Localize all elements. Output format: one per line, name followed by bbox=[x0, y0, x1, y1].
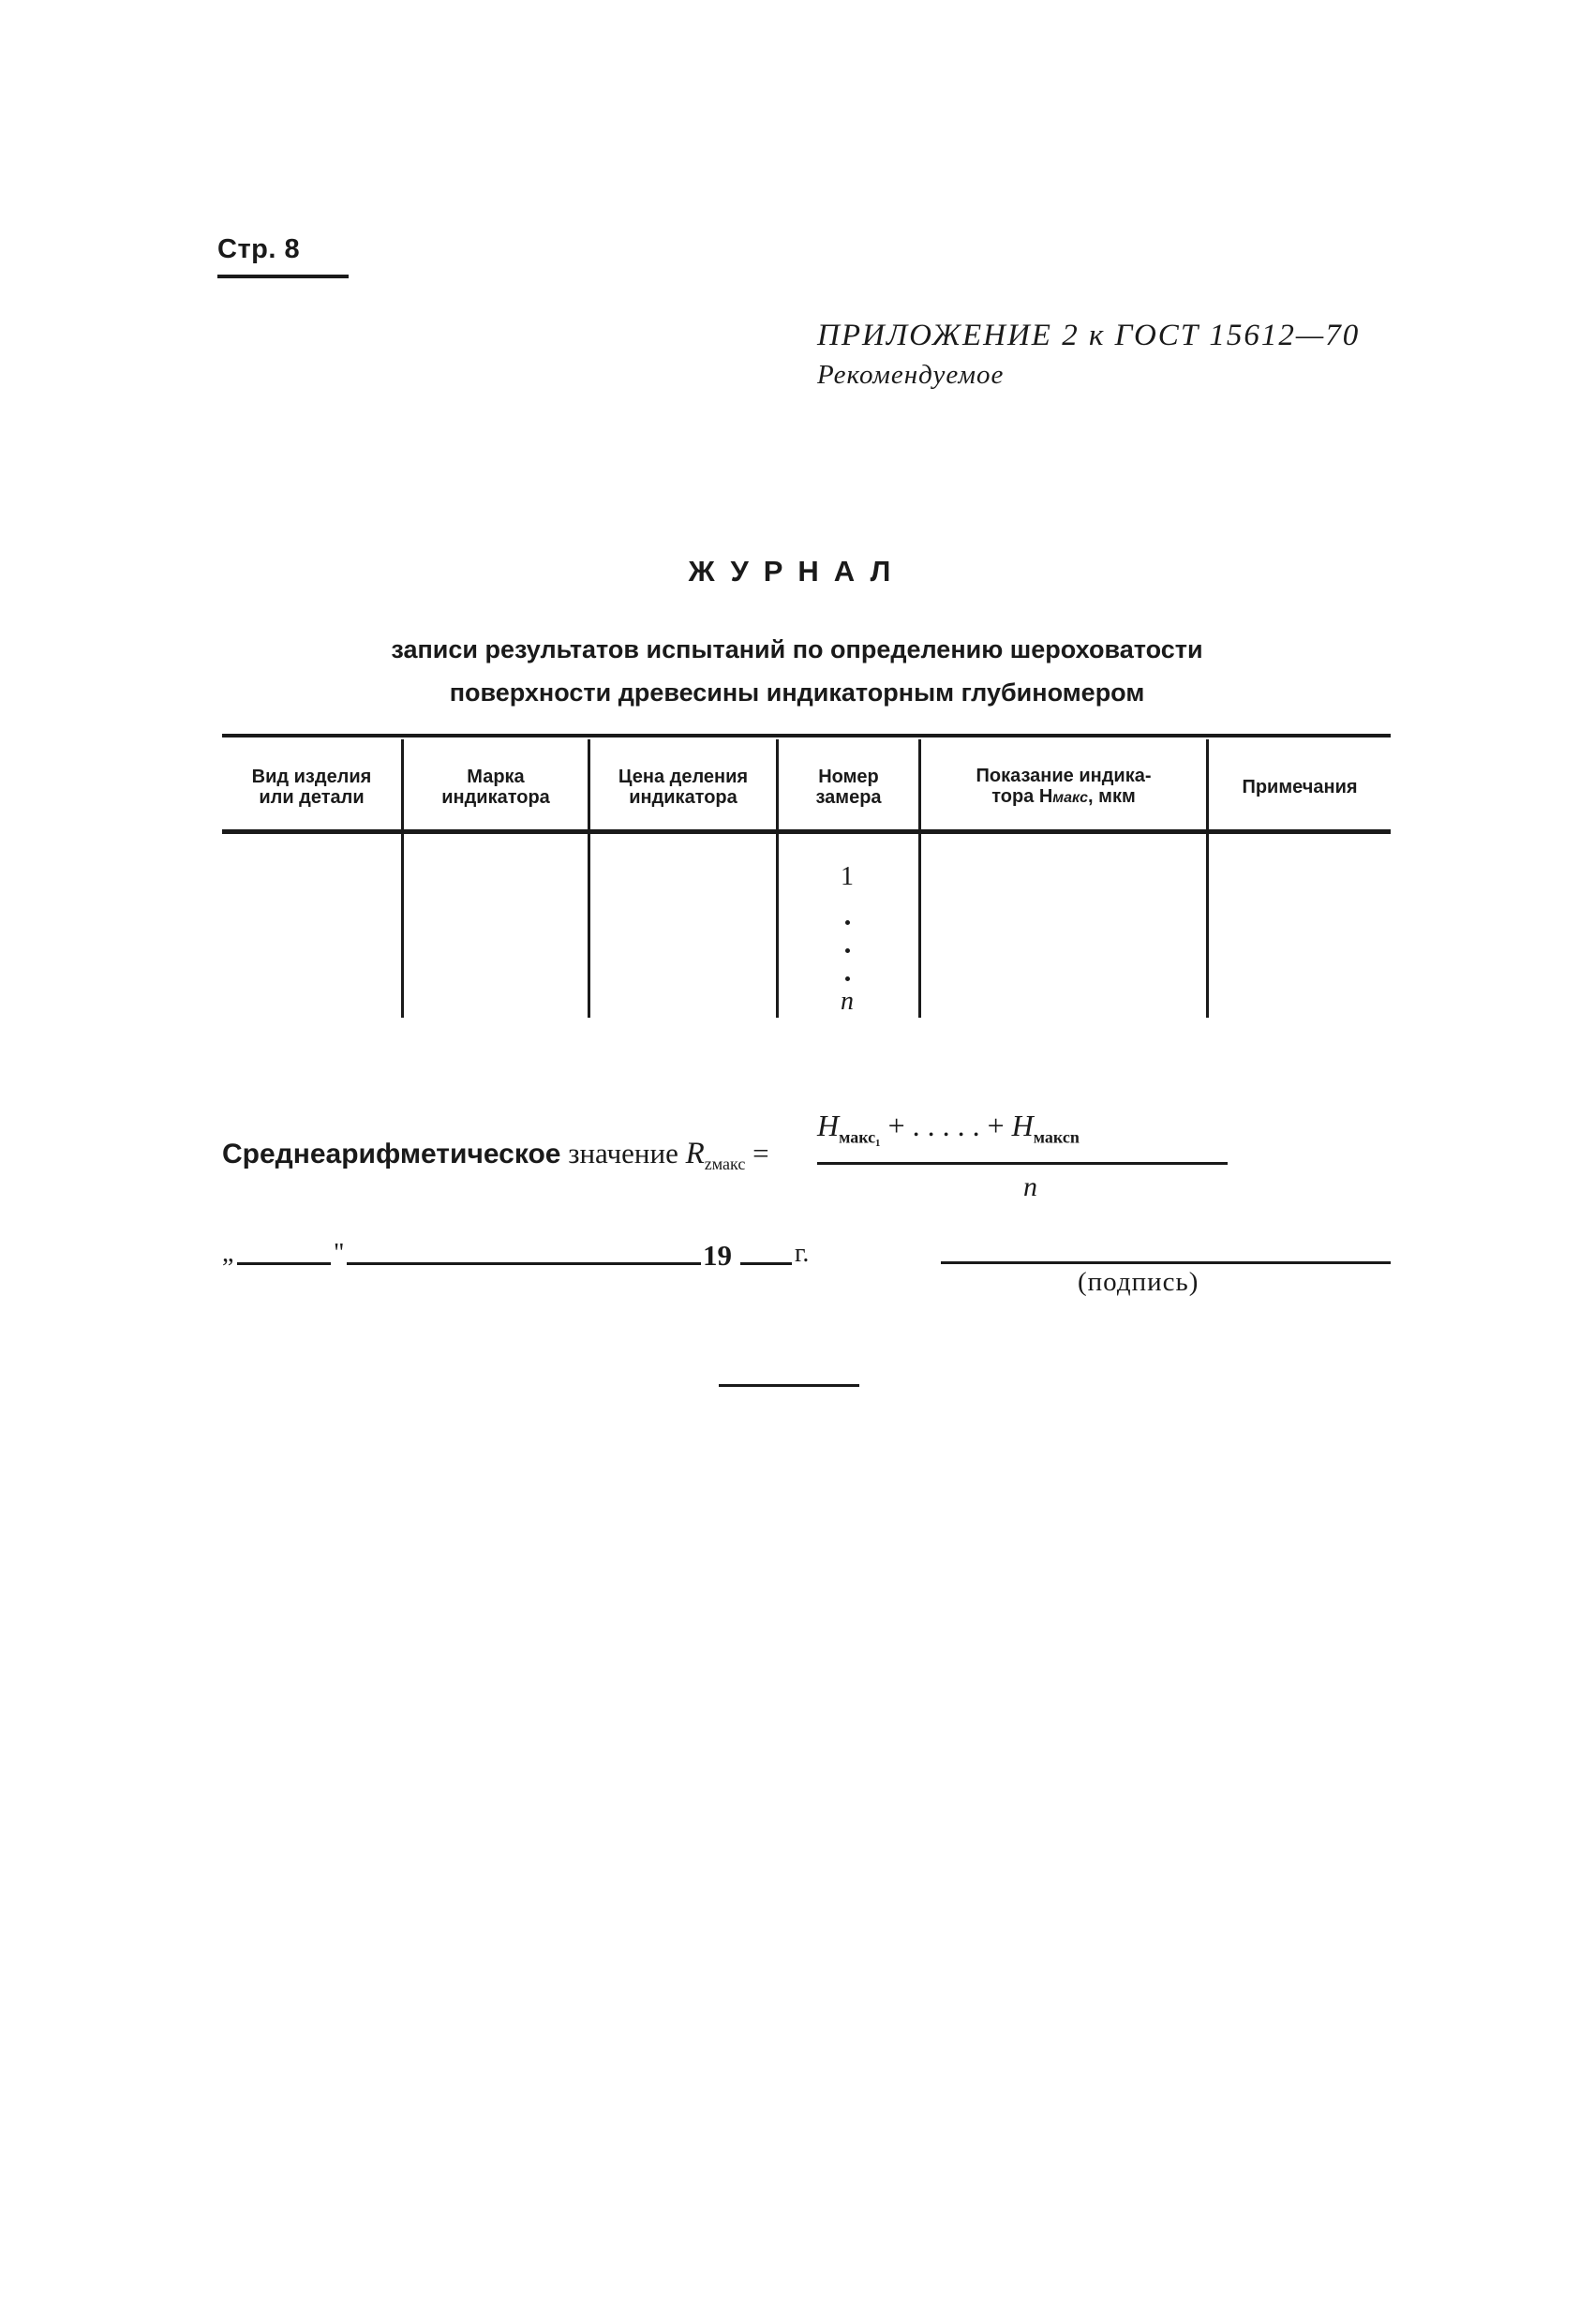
numerator-hn-subscript: максn bbox=[1033, 1127, 1080, 1147]
header-notes bbox=[1209, 748, 1391, 827]
header-measurement-number-line1: Номер bbox=[818, 767, 879, 787]
formula-denominator: n bbox=[1023, 1171, 1037, 1202]
date-day-blank bbox=[237, 1262, 331, 1265]
page-number-underline bbox=[217, 275, 349, 278]
header-measurement-number bbox=[779, 748, 918, 827]
date-year-blank bbox=[740, 1262, 792, 1265]
formula-label bbox=[222, 1137, 769, 1174]
header-measurement-number-line2: замера bbox=[815, 787, 882, 808]
appendix-title: ПРИЛОЖЕНИЕ 2 к ГОСТ 15612—70 bbox=[817, 319, 1361, 352]
header-indicator-reading-var: тора H bbox=[991, 786, 1053, 807]
numerator-h1: H bbox=[817, 1109, 840, 1142]
header-division-value bbox=[590, 748, 776, 827]
formula-numerator bbox=[817, 1109, 1080, 1147]
journal-subtitle bbox=[0, 628, 1594, 714]
header-indicator-brand-line1: Марка bbox=[467, 767, 525, 787]
date-year-suffix: г. bbox=[795, 1239, 810, 1268]
formula-variable-subscript: zмакс bbox=[704, 1155, 746, 1174]
signature-label: (подпись) bbox=[1078, 1267, 1199, 1297]
ellipsis-dot bbox=[845, 948, 850, 953]
formula-label-bold: Среднеарифметическое bbox=[222, 1139, 561, 1169]
header-indicator-reading-line1: Показание индика- bbox=[976, 766, 1152, 786]
header-indicator-reading-line2 bbox=[991, 786, 1136, 807]
header-indicator-brand bbox=[404, 748, 588, 827]
end-rule bbox=[719, 1384, 859, 1387]
header-indicator-reading-sub: макс bbox=[1052, 790, 1089, 806]
measurement-last: n bbox=[841, 987, 854, 1016]
appendix-status: Рекомендуемое bbox=[817, 360, 1005, 390]
header-indicator-reading-unit: , мкм bbox=[1088, 786, 1136, 807]
header-indicator-reading bbox=[921, 748, 1206, 827]
date-close-quote: " bbox=[334, 1239, 345, 1268]
header-division-value-line2: индикатора bbox=[629, 787, 737, 808]
journal-subtitle-line1: записи результатов испытаний по определению шероховатости bbox=[391, 635, 1203, 663]
ellipsis-dot bbox=[845, 920, 850, 925]
header-product-type-line1: Вид изделия bbox=[251, 767, 372, 787]
page-number: Стр. 8 bbox=[217, 234, 301, 264]
formula-label-rest: значение bbox=[568, 1137, 678, 1169]
fraction-bar bbox=[817, 1162, 1228, 1165]
numerator-h1-subscript: макс₁ bbox=[839, 1127, 881, 1147]
journal-subtitle-line2: поверхности древесины индикаторным глубиномером bbox=[449, 678, 1145, 707]
ellipsis-dot bbox=[845, 976, 850, 981]
numerator-middle: + . . . . . + bbox=[887, 1109, 1005, 1142]
formula-equals: = bbox=[752, 1137, 769, 1169]
header-indicator-brand-line2: индикатора bbox=[441, 787, 550, 808]
table-header-rule bbox=[222, 829, 1391, 834]
header-product-type-line2: или детали bbox=[259, 787, 365, 808]
date-open-quote: „ bbox=[222, 1239, 234, 1268]
header-notes-label: Примечания bbox=[1242, 777, 1358, 797]
header-product-type bbox=[222, 748, 401, 827]
table-top-rule bbox=[222, 734, 1391, 737]
numerator-hn: H bbox=[1011, 1109, 1034, 1142]
header-division-value-line1: Цена деления bbox=[618, 767, 749, 787]
journal-title: ЖУРНАЛ bbox=[688, 555, 906, 588]
date-year-prefix: 19 bbox=[703, 1239, 732, 1272]
date-month-blank bbox=[347, 1262, 701, 1265]
formula-variable: R bbox=[685, 1137, 705, 1170]
measurement-first: 1 bbox=[841, 862, 854, 891]
signature-blank bbox=[941, 1261, 1391, 1264]
